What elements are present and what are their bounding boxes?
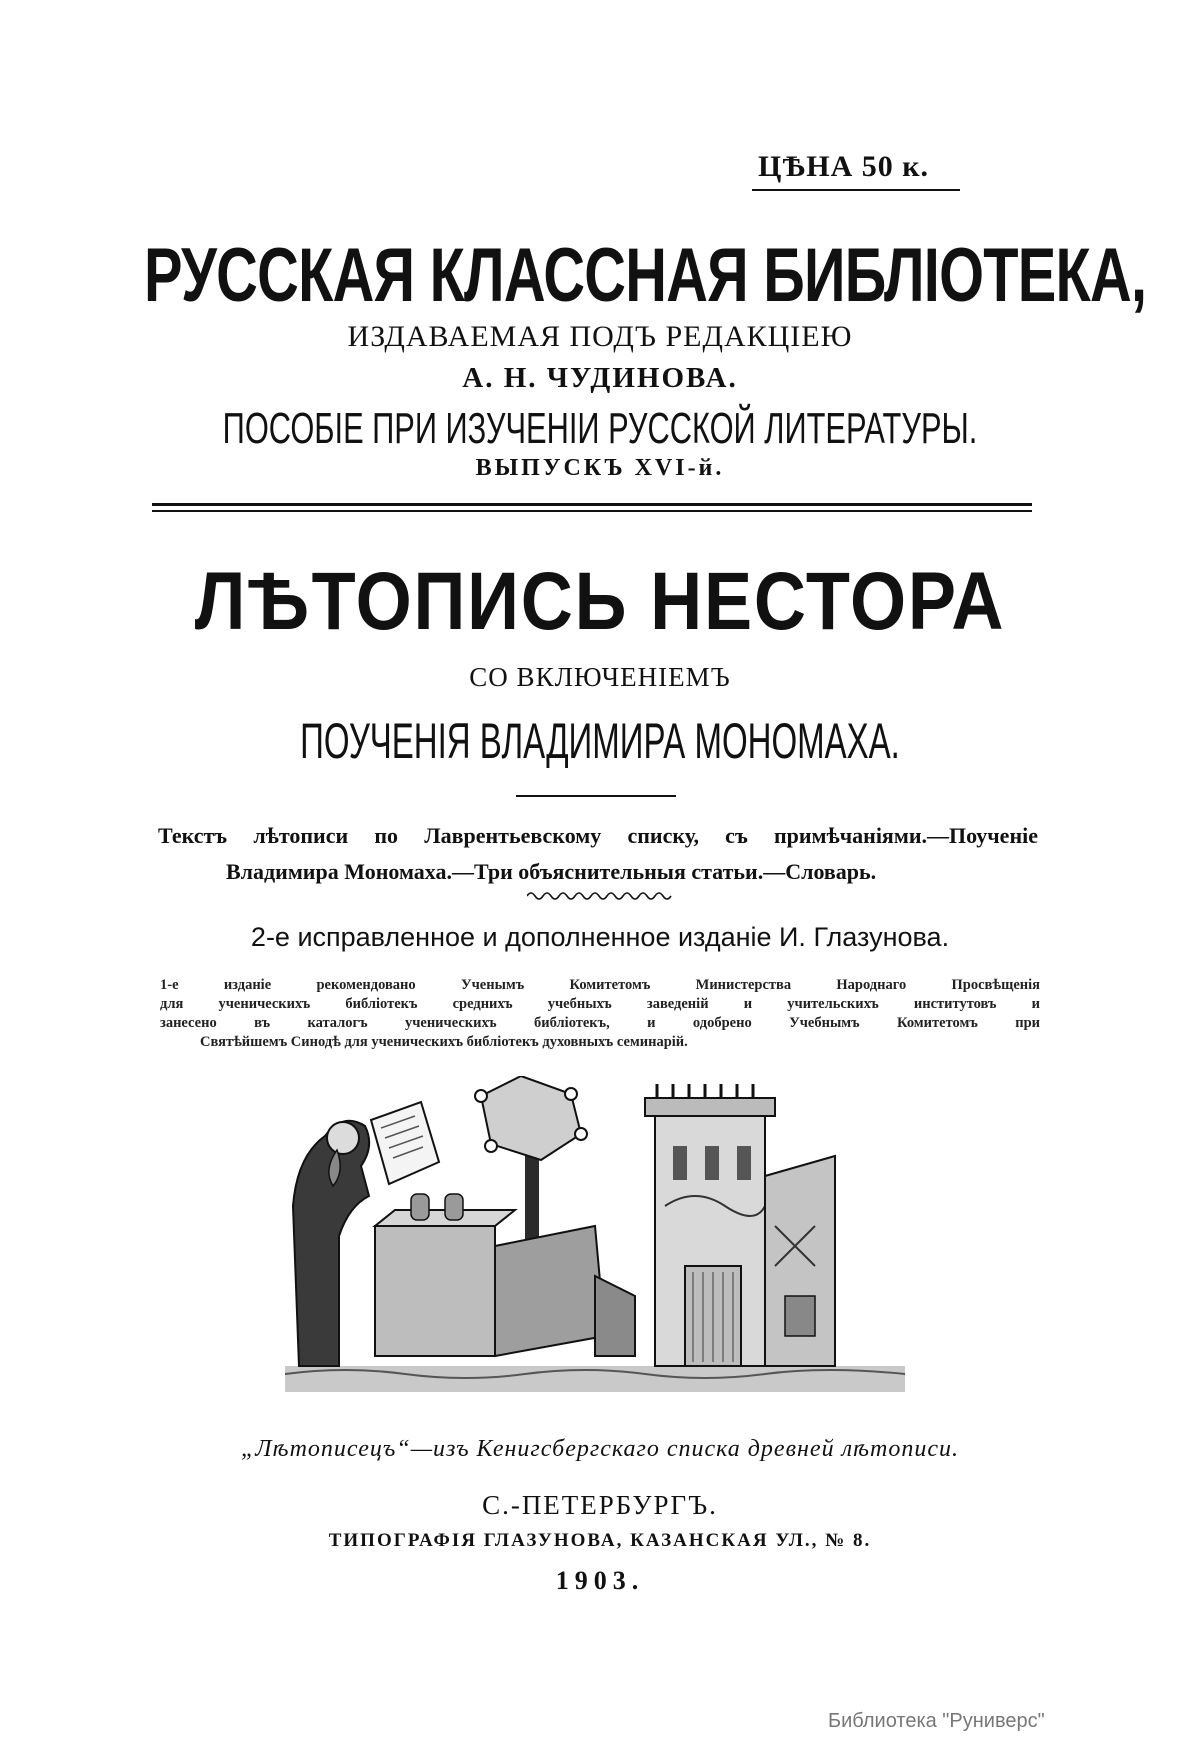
note-line-1: 1-е изданiе рекомендовано Ученымъ Комитетомъ Министерства Народнаго Просвѣщенiя <box>160 977 1040 993</box>
note-line-4: Святѣйшемъ Синодѣ для ученическихъ библiотекъ духовныхъ семинарiй. <box>200 1034 688 1050</box>
editor-name: А. Н. ЧУДИНОВА. <box>462 362 738 394</box>
contents-line-1: Текстъ лѣтописи по Лаврентьевскому списку, съ примѣчанiями.—Поученiе <box>158 823 1038 848</box>
imprint-year: 1903. <box>555 1566 645 1595</box>
wavy-ornament <box>527 890 673 902</box>
book-subtitle-teaching: ПОУЧЕНIЯ ВЛАДИМИРА МОНОМАХА. <box>300 713 900 769</box>
series-title: РУССКАЯ КЛАССНАЯ БИБЛIОТЕКА, <box>144 233 1147 318</box>
book-subtitle-with: СО ВКЛЮЧЕНIЕМЪ <box>469 662 731 692</box>
contents-description <box>158 818 1038 890</box>
series-subtitle: ПОСОБIЕ ПРИ ИЗУЧЕНIИ РУССКОЙ ЛИТЕРАТУРЫ. <box>222 404 978 453</box>
divider-rule-bottom <box>152 510 1032 512</box>
imprint-city: С.-ПЕТЕРБУРГЪ. <box>482 1490 718 1520</box>
book-title: ЛѢТОПИСЬ НЕСТОРА <box>194 556 1006 647</box>
note-line-3: занесено въ каталогъ ученическихъ библiотекъ, и одобрено Учебнымъ Комитетомъ при <box>160 1015 1040 1031</box>
library-watermark: Библиотека "Руниверс" <box>828 1710 1045 1732</box>
note-line-2: для ученическихъ библiотекъ среднихъ учебныхъ заведенiй и учительскихъ институтовъ и <box>160 996 1040 1012</box>
illustration-caption: „Лѣтописецъ“—изъ Кенигсбергскаго списка древней лѣтописи. <box>240 1436 960 1462</box>
issue-number: ВЫПУСКЪ XVI-й. <box>475 455 725 481</box>
divider-rule-top <box>152 503 1032 506</box>
editor-line: ИЗДАВАЕМАЯ ПОДЪ РЕДАКЦIЕЮ <box>347 320 853 353</box>
price-label: ЦѢНА 50 к. <box>758 150 930 183</box>
edition-statement: 2-е исправленное и дополненное изданiе И. Глазунова. <box>250 922 950 952</box>
price-underline <box>752 189 960 191</box>
chronicler-illustration <box>285 1076 945 1408</box>
recommendation-note <box>160 976 1040 1052</box>
imprint-printer: ТИПОГРАФIЯ ГЛАЗУНОВА, КАЗАНСКАЯ УЛ., № 8. <box>328 1530 872 1551</box>
contents-line-2: Владимира Мономаха.—Три объяснительныя статьи.—Словарь. <box>226 859 877 884</box>
short-divider <box>516 795 676 797</box>
